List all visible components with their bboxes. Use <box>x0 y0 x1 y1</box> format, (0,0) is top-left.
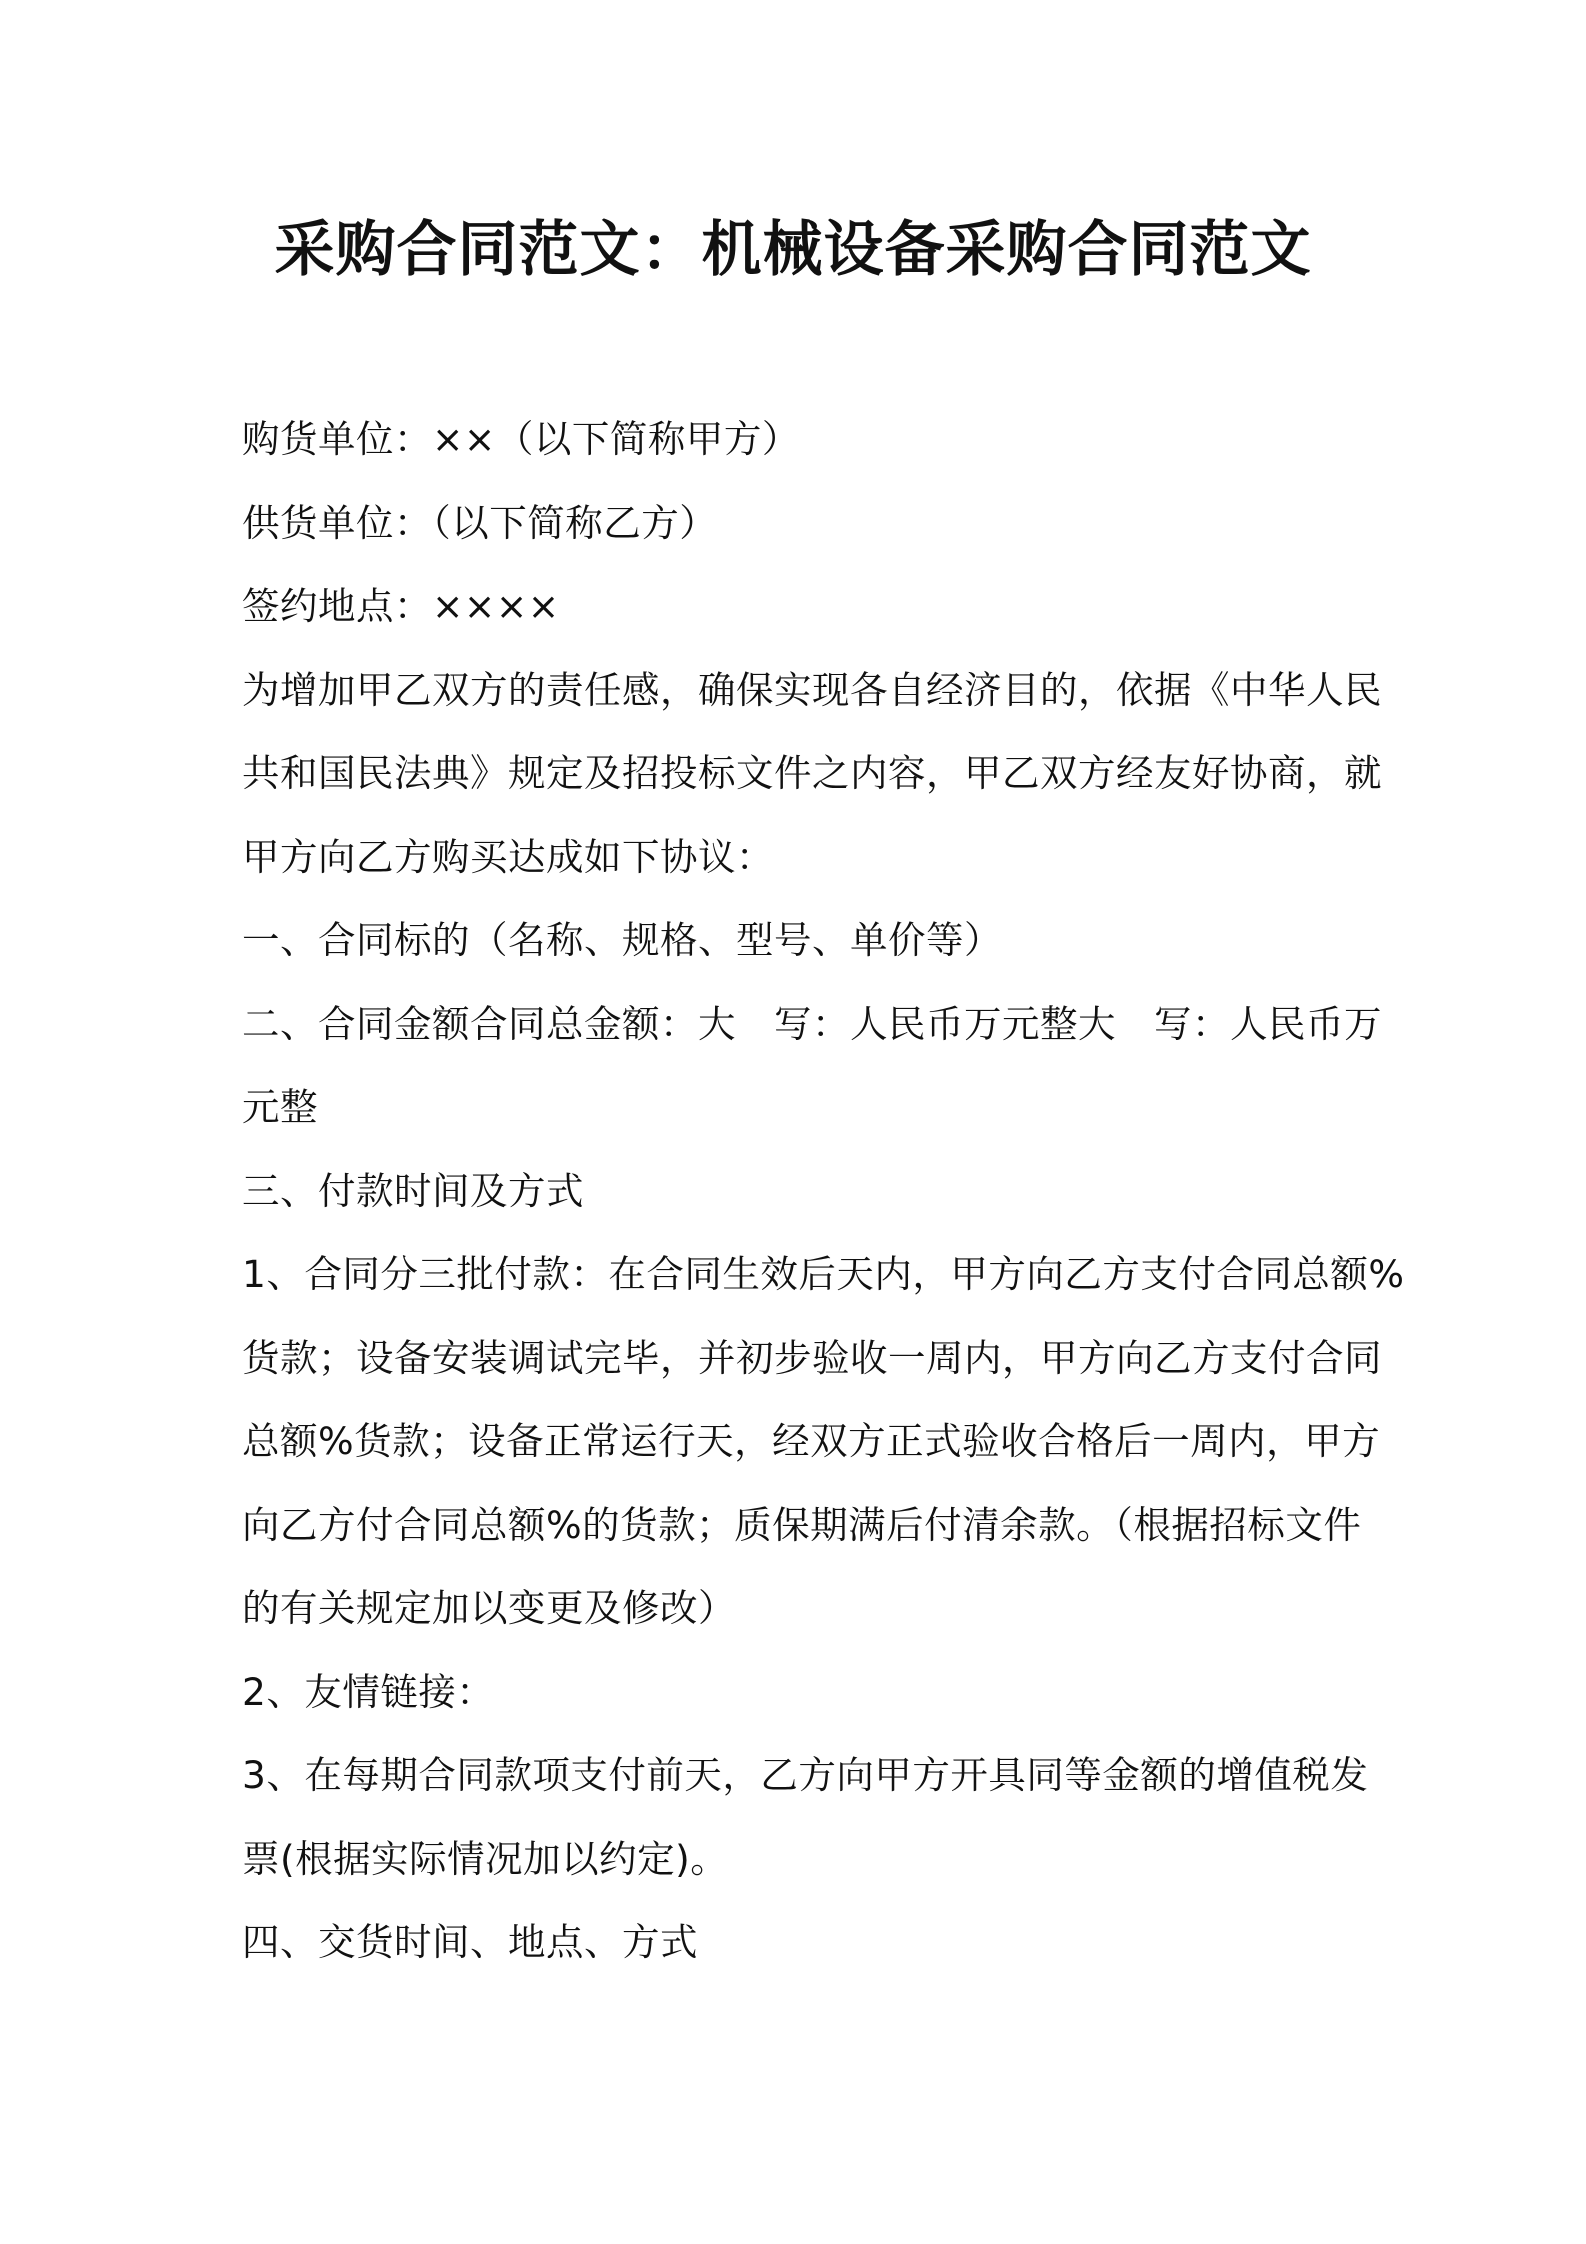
section-heading-payment: 三、付款时间及方式 <box>242 1168 584 1213</box>
section-heading-contract-subject: 一、合同标的（名称、规格、型号、单价等） <box>242 918 1002 962</box>
payment-clause-1-line-2: 货款；设备安装调试完毕，并初步验收一周内，甲方向乙方支付合同 <box>242 1335 1382 1380</box>
payment-clause-3-line-1: 3、在每期合同款项支付前天，乙方向甲方开具同等金额的增值税发 <box>242 1753 1369 1797</box>
payment-clause-1-line-5: 的有关规定加以变更及修改） <box>242 1586 736 1630</box>
preamble-line-3: 甲方向乙方购买达成如下协议： <box>242 834 774 879</box>
document-body <box>242 398 1405 1985</box>
contract-amount-line-1: 二、合同金额合同总金额：大 写：人民币万元整大 写：人民币万 <box>242 1001 1382 1046</box>
preamble-line-1: 为增加甲乙双方的责任感，确保实现各自经济目的，依据《中华人民 <box>242 667 1382 712</box>
contract-amount-line-2: 元整 <box>242 1085 318 1129</box>
supplier-line: 供货单位：（以下简称乙方） <box>242 500 718 545</box>
payment-clause-1-line-3: 总额%货款；设备正常运行天，经双方正式验收合格后一周内，甲方 <box>242 1419 1381 1463</box>
document-title: 采购合同范文：机械设备采购合同范文 <box>274 215 1312 285</box>
payment-clause-2: 2、友情链接： <box>242 1669 495 1714</box>
section-heading-delivery: 四、交货时间、地点、方式 <box>242 1920 698 1964</box>
preamble-line-2: 共和国民法典》规定及招投标文件之内容，甲乙双方经友好协商，就 <box>242 751 1382 795</box>
payment-clause-1-line-1: 1、合同分三批付款：在合同生效后天内，甲方向乙方支付合同总额% <box>242 1252 1405 1296</box>
buyer-line: 购货单位：××（以下简称甲方） <box>242 417 800 461</box>
payment-clause-1-line-4: 向乙方付合同总额%的货款；质保期满后付清余款。（根据招标文件 <box>242 1502 1362 1547</box>
signing-place-line: 签约地点：×××× <box>242 584 560 628</box>
payment-clause-3-line-2: 票(根据实际情况加以约定)。 <box>242 1836 729 1881</box>
